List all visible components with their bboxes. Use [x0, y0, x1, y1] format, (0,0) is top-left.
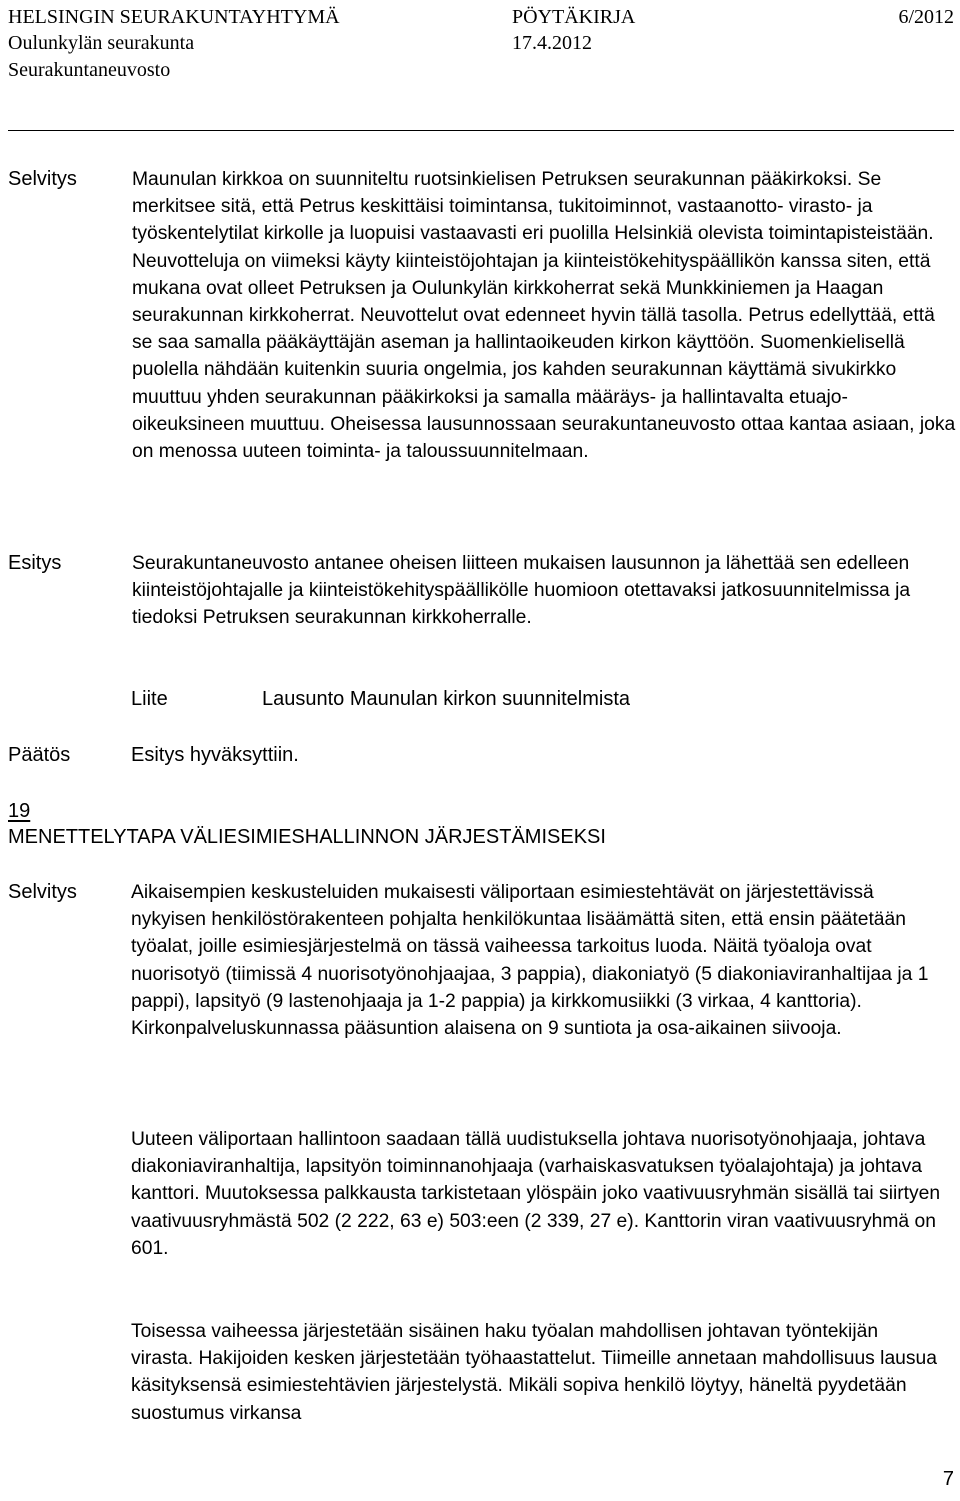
header-organization: HELSINGIN SEURAKUNTAYHTYMÄ — [8, 6, 340, 28]
selvitys-paragraph-2: Uuteen väliportaan hallintoon saadaan tällä uudistuksella johtava nuorisotyönohjaaja, johtava diakoniaviranhaltija, lapsityön toiminnanohjaaja (varhaiskasvatuksen työalajohtaja) ja johtava kanttori. Muutoksessa palkkausta tarkistetaan ylöspäin joko vaativuusryhmän sisällä tai siirtyen vaativuusryhmästä 502 (2 222, 63 e) 503:een (2 339, 27 e). Kanttorin viran vaativuusryhmä on 601. — [131, 1129, 941, 1259]
selvitys-paragraph-1: Aikaisempien keskusteluiden mukaisesti väliportaan esimiestehtävät on järjestettävissä nykyisen henkilöstörakenteen pohjalta henkilökuntaa lisäämättä siten, että ensin päätetään työalat, joille esimiesjärjestelmä on tässä vaiheessa tarkoitus luoda. Näitä työaloja ovat nuorisotyö (tiimissä 4 nuorisotyönohjaajaa, 3 pappia), diakoniatyö (5 diakoniaviranhaltijaa ja 1 pappi), lapsityö (9 lastenohjaaja ja 1-2 pappia) ja kirkkomusiikki (3 virkaa, 4 kanttoria). Kirkonpalveluskunnassa pääsuntion alaisena on 9 suntiota ja osa-aikainen siivooja. — [131, 882, 929, 1040]
liite-attachment-title: Lausunto Maunulan kirkon suunnitelmista — [262, 688, 630, 710]
esitys-paragraph: Seurakuntaneuvosto antanee oheisen liitteen mukaisen lausunnon ja lähettää sen edelleen kiinteistöjohtajalle ja kiinteistökehityspäällikölle huomioon otettavaksi jatkosuunnitelmissa ja tiedoksi Petruksen seurakunnan kirkkoherralle. — [132, 553, 911, 629]
selvitys-label-section-19: Selvitys — [8, 881, 77, 903]
paatos-label: Päätös — [8, 744, 71, 766]
paatos-text: Esitys hyväksyttiin. — [131, 744, 299, 766]
liite-label: Liite — [131, 688, 168, 710]
header-document-number: 6/2012 — [898, 6, 954, 28]
header-parish: Oulunkylän seurakunta — [8, 32, 195, 54]
header-document-type: PÖYTÄKIRJA — [512, 6, 636, 28]
section-title: MENETTELYTAPA VÄLIESIMIESHALLINNON JÄRJESTÄMISEKSI — [8, 826, 606, 848]
header-date: 17.4.2012 — [512, 32, 592, 54]
esitys-label: Esitys — [8, 552, 62, 574]
header-divider — [8, 130, 954, 131]
section-number: 19 — [8, 800, 31, 822]
selvitys-paragraph-3: Toisessa vaiheessa järjestetään sisäinen haku työalan mahdollisen johtavan työntekijän virasta. Hakijoiden kesken järjestetään työhaastattelut. Tiimeille annetaan mahdollisuus lausua käsityksensä esimiestehtävien järjestelystä. Mikäli sopiva henkilö löytyy, häneltä pyydetään suostumus virkansa — [131, 1321, 937, 1424]
selvitys-paragraph: Maunulan kirkkoa on suunniteltu ruotsinkielisen Petruksen seurakunnan pääkirkoksi. Se merkitsee sitä, että Petrus keskittäisi toimintansa, tukitoiminnot, vastaanotto- virasto- ja työskentelytilat kirkolle ja luopuisi vastaavasti eri puolilla Helsinkiä olevista toimintapisteistään. Neuvotteluja on viimeksi käyty kiinteistöjohtajan ja kiinteistökehityspäällikön kanssa siten, että mukana ovat olleet Petruksen ja Oulunkylän kirkkoherrat sekä Munkkiniemen ja Haagan seurakunnan kirkkoherrat. Neuvottelut ovat edenneet hyvin tällä tasolla. Petrus edellyttää, että se saa samalla pääkäyttäjän aseman ja hallintaoikeuden kirkon käyttöön. Suomenkielisellä puolella nähdään kuitenkin suuria ongelmia, jos kahden seurakunnan käyttämä sivukirkko muuttuu yhden seurakunnan pääkirkoksi ja samalla määräys- ja hallintavalta etuajo-oikeuksineen muuttuu. Oheisessa lausunnossaan seurakuntaneuvosto ottaa kantaa asiaan, joka on menossa uuteen toiminta- ja taloussuunnitelmaan. — [132, 169, 956, 463]
header-body: Seurakuntaneuvosto — [8, 59, 171, 81]
selvitys-label: Selvitys — [8, 168, 77, 190]
page-number: 7 — [942, 1468, 954, 1490]
